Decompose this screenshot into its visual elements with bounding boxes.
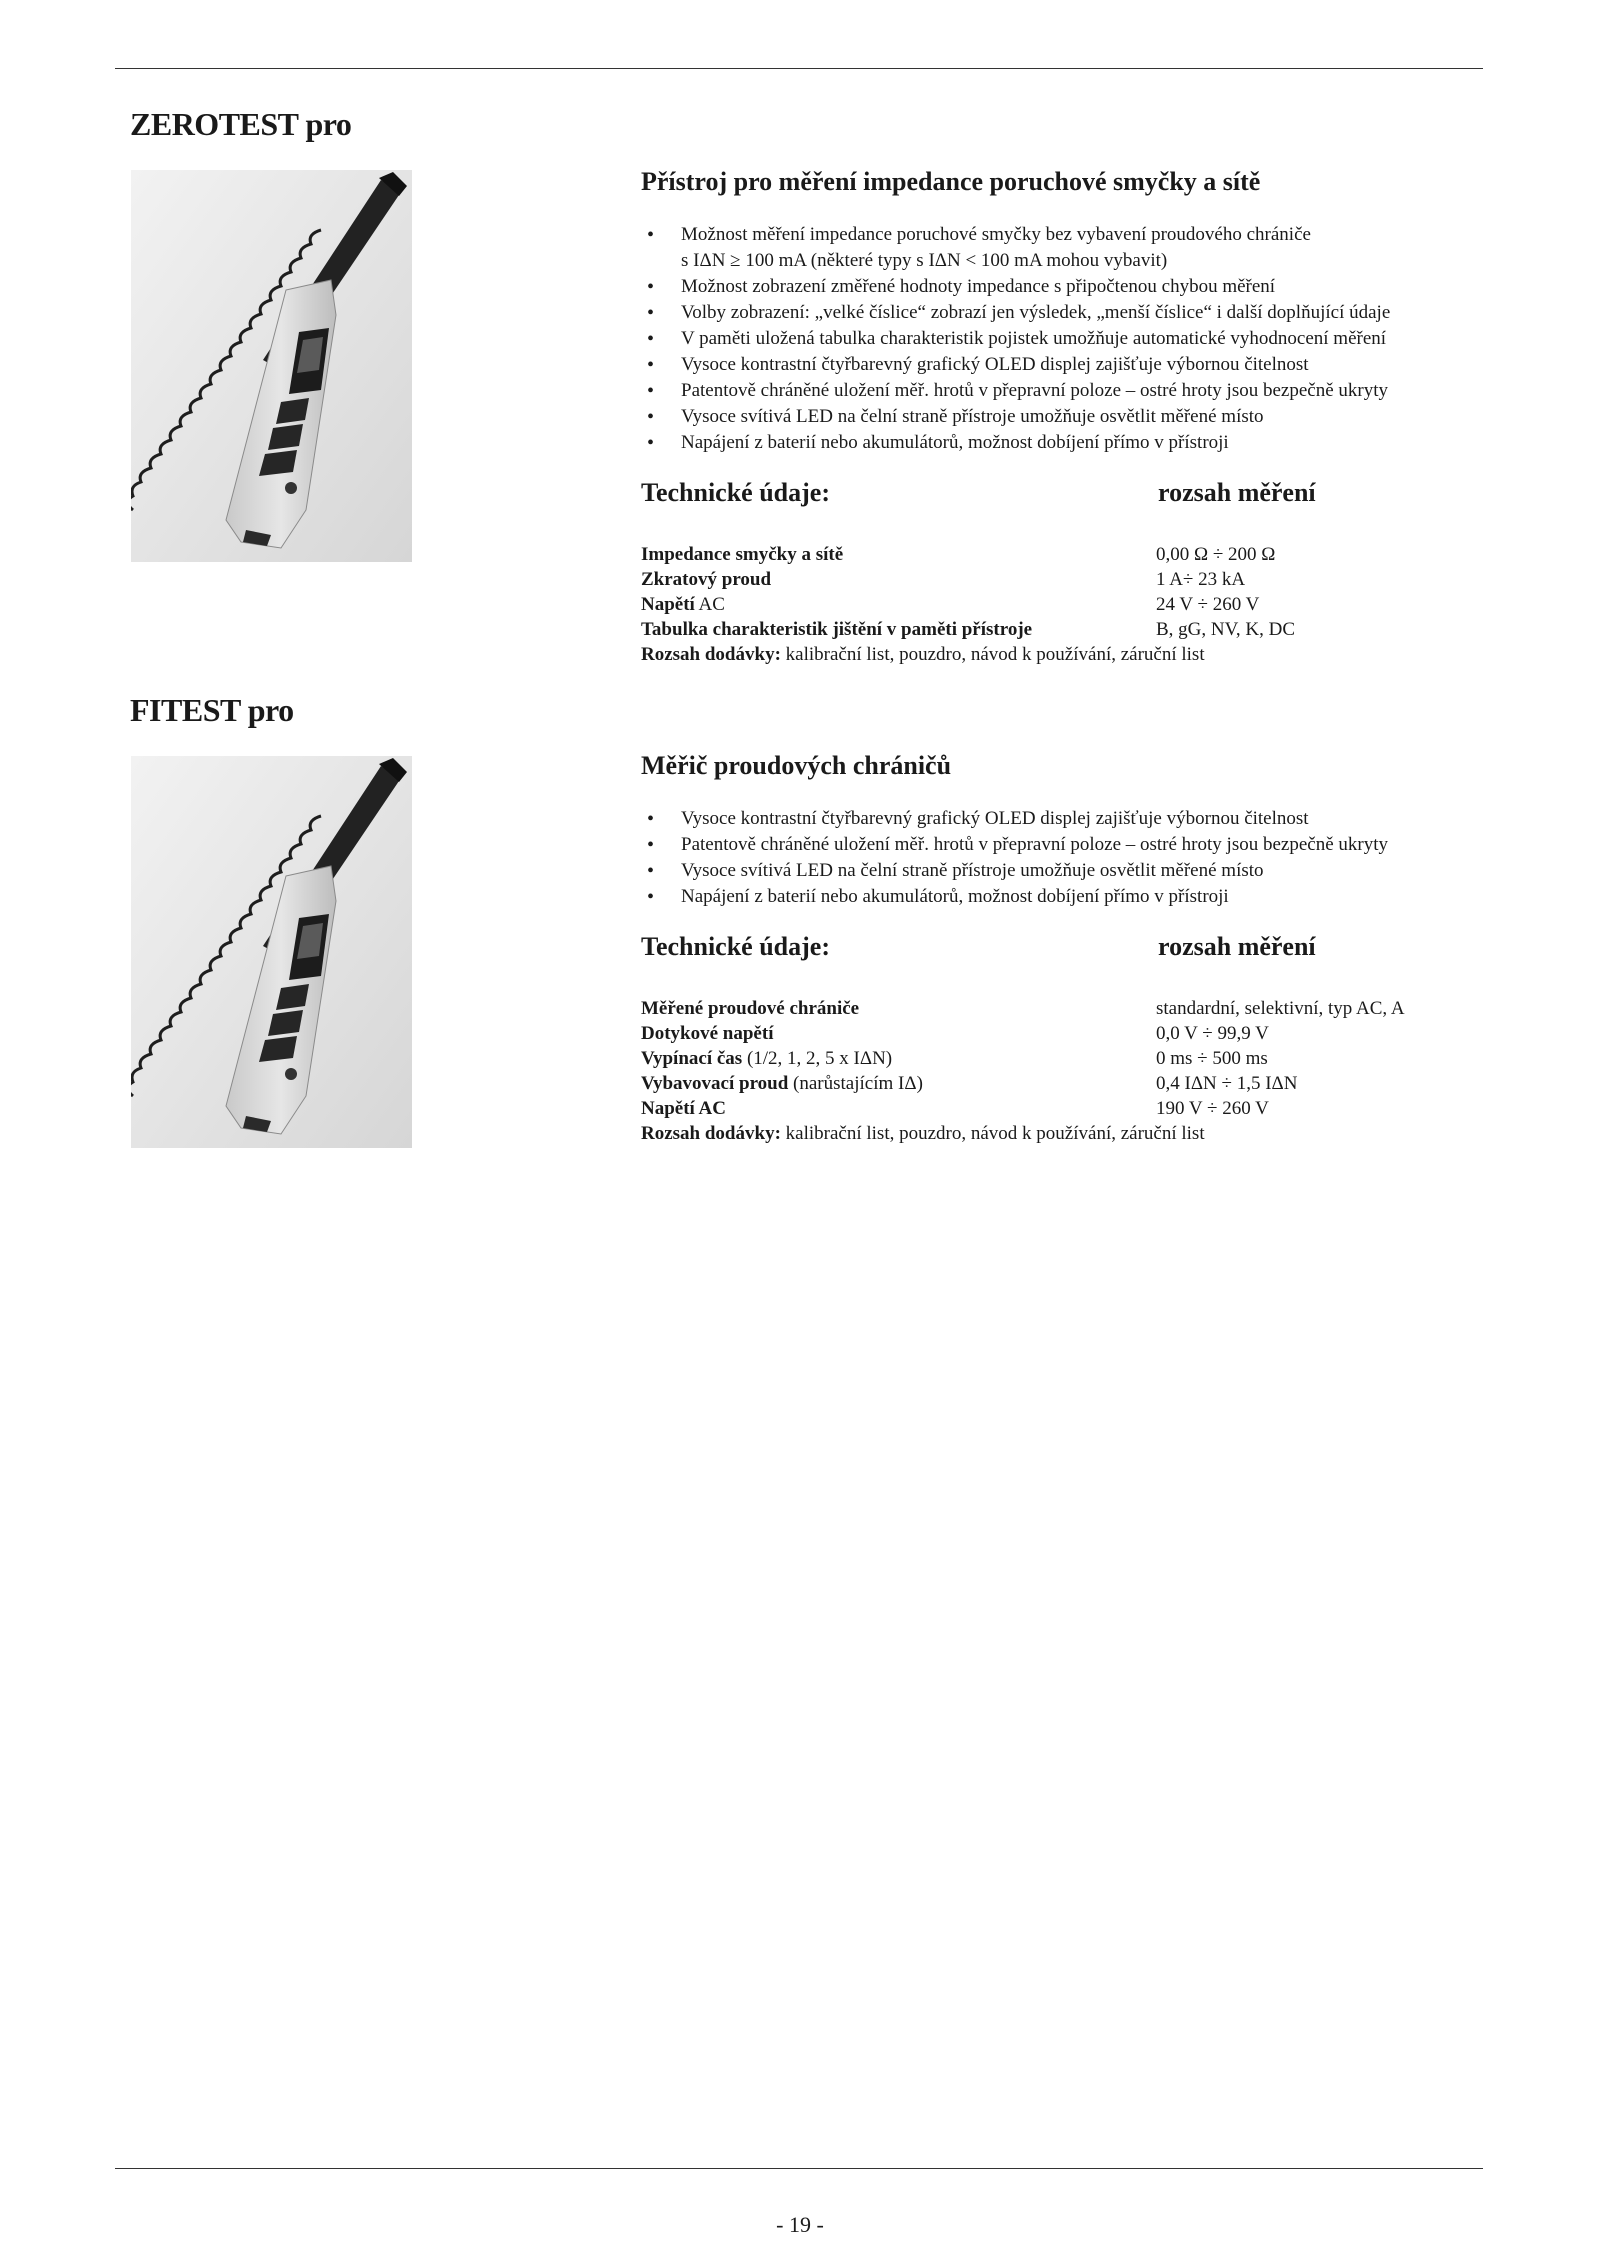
spec-name-bold: Dotykové napětí xyxy=(641,1023,774,1044)
list-item: • Vysoce svítivá LED na čelní straně přístroje umožňuje osvětlit měřené místo xyxy=(641,404,1481,430)
spec-name-bold: Napětí AC xyxy=(641,1098,726,1119)
spec-name xyxy=(641,1071,923,1096)
product-title-fitest: FITEST pro xyxy=(130,692,294,728)
spec-value: B, gG, NV, K, DC xyxy=(1156,619,1296,640)
spec-value: 0,0 V ÷ 99,9 V xyxy=(1156,1023,1269,1044)
spec-value: 1 A÷ 23 kA xyxy=(1156,569,1246,590)
spec-name xyxy=(641,1096,726,1121)
spec-value: 0,4 IΔN ÷ 1,5 IΔN xyxy=(1156,1073,1298,1094)
range-heading: rozsah měření xyxy=(1158,478,1316,507)
table-row xyxy=(641,1021,1481,1046)
product-section-zerotest xyxy=(641,166,1481,667)
page-number: - 19 - xyxy=(776,2212,824,2237)
feature-list xyxy=(641,806,1481,910)
list-item: • V paměti uložená tabulka charakteristik pojistek umožňuje automatické vyhodnocení měření xyxy=(641,326,1481,352)
list-item: • Možnost zobrazení změřené hodnoty impedance s připočtenou chybou měření xyxy=(641,274,1481,300)
product-photo-fitest xyxy=(131,756,412,1148)
spec-name xyxy=(641,996,859,1021)
spec-name-bold: Vybavovací proud xyxy=(641,1073,789,1094)
spec-value: 0 ms ÷ 500 ms xyxy=(1156,1048,1268,1069)
list-item: • Napájení z baterií nebo akumulátorů, možnost dobíjení přímo v přístroji xyxy=(641,884,1481,910)
spec-name-rest: (narůstajícím IΔ) xyxy=(788,1073,923,1094)
tech-heading: Technické údaje: xyxy=(641,478,830,507)
list-item: • Patentově chráněné uložení měř. hrotů v přepravní poloze – ostré hroty jsou bezpečně ukryty xyxy=(641,378,1481,404)
product-section-fitest xyxy=(641,750,1481,1146)
spec-table xyxy=(641,996,1481,1146)
spec-name xyxy=(641,542,843,567)
spec-value: 190 V ÷ 260 V xyxy=(1156,1098,1269,1119)
spec-name xyxy=(641,567,771,592)
footer-rule xyxy=(115,2168,1483,2169)
table-row xyxy=(641,1046,1481,1071)
spec-table xyxy=(641,542,1481,667)
list-item: • Možnost měření impedance poruchové smyčky bez vybavení proudového chrániče xyxy=(641,222,1481,248)
table-row xyxy=(641,592,1481,617)
product-subtitle: Měřič proudových chráničů xyxy=(641,751,952,780)
tech-heading: Technické údaje: xyxy=(641,932,830,961)
spec-name xyxy=(641,1021,773,1046)
table-row xyxy=(641,567,1481,592)
list-item: • Vysoce kontrastní čtyřbarevný grafický OLED displej zajišťuje výbornou čitelnost xyxy=(641,806,1481,832)
spec-name-bold: Měřené proudové chrániče xyxy=(641,998,860,1019)
product-photo-zerotest xyxy=(131,170,412,562)
list-item-continuation: s IΔN ≥ 100 mA (některé typy s IΔN < 100 mA mohou vybavit) xyxy=(681,250,1168,271)
spec-value: 0,00 Ω ÷ 200 Ω xyxy=(1156,544,1276,565)
product-title-zerotest: ZEROTEST pro xyxy=(130,106,352,142)
spec-name-bold: Impedance smyčky a sítě xyxy=(641,544,844,565)
delivery-label: Rozsah dodávky: xyxy=(641,644,781,665)
range-heading: rozsah měření xyxy=(1158,932,1316,961)
product-subtitle: Přístroj pro měření impedance poruchové smyčky a sítě xyxy=(641,167,1261,196)
list-item: • Vysoce svítivá LED na čelní straně přístroje umožňuje osvětlit měřené místo xyxy=(641,858,1481,884)
delivery-scope xyxy=(641,642,1481,667)
table-row xyxy=(641,1071,1481,1096)
spec-name-rest: AC xyxy=(694,594,725,615)
spec-value: standardní, selektivní, typ AC, A xyxy=(1156,998,1405,1019)
spec-name-bold: Vypínací čas xyxy=(641,1048,743,1069)
feature-list xyxy=(641,222,1481,456)
delivery-text: kalibrační list, pouzdro, návod k používání, záruční list xyxy=(780,644,1205,665)
spec-value: 24 V ÷ 260 V xyxy=(1156,594,1260,615)
delivery-label: Rozsah dodávky: xyxy=(641,1123,781,1144)
spec-name xyxy=(641,592,725,617)
table-row xyxy=(641,1096,1481,1121)
spec-name xyxy=(641,1046,892,1071)
table-row xyxy=(641,617,1481,642)
tech-header xyxy=(641,932,1481,966)
spec-name xyxy=(641,617,1032,642)
delivery-text: kalibrační list, pouzdro, návod k používání, záruční list xyxy=(780,1123,1205,1144)
delivery-scope xyxy=(641,1121,1481,1146)
table-row xyxy=(641,996,1481,1021)
spec-name-bold: Zkratový proud xyxy=(641,569,772,590)
spec-name-rest: (1/2, 1, 2, 5 x IΔN) xyxy=(742,1048,893,1069)
list-item: • Vysoce kontrastní čtyřbarevný grafický OLED displej zajišťuje výbornou čitelnost xyxy=(641,352,1481,378)
spec-name-bold: Napětí xyxy=(641,594,695,615)
spec-name-bold: Tabulka charakteristik jištění v paměti přístroje xyxy=(641,619,1033,640)
table-row xyxy=(641,542,1481,567)
header-rule xyxy=(115,68,1483,69)
list-item: • Napájení z baterií nebo akumulátorů, možnost dobíjení přímo v přístroji xyxy=(641,430,1481,456)
list-item: • Patentově chráněné uložení měř. hrotů v přepravní poloze – ostré hroty jsou bezpečně ukryty xyxy=(641,832,1481,858)
list-item: • Volby zobrazení: „velké číslice“ zobrazí jen výsledek, „menší číslice“ i další doplňující údaje xyxy=(641,300,1481,326)
tech-header xyxy=(641,478,1481,512)
